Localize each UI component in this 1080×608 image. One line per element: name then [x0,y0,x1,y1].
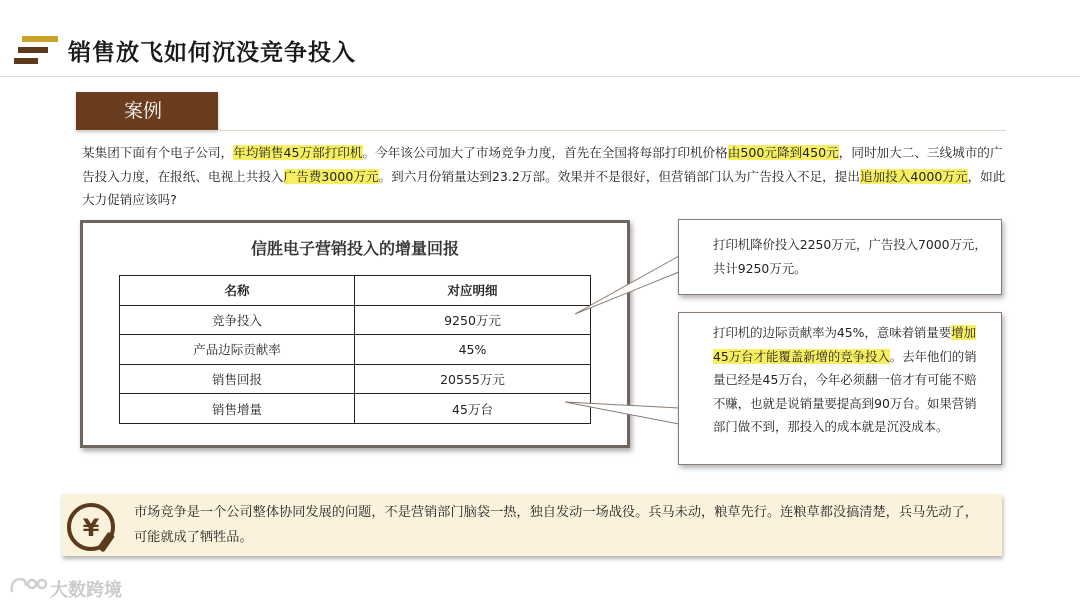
table-card [80,220,630,448]
table-cell: 竞争投入 [120,305,355,335]
table-cell: 销售回报 [120,364,355,394]
table-title: 信胜电子营销投入的增量回报 [250,239,459,258]
table-header-name: 名称 [120,276,355,306]
intro-text: 某集团下面有个电子公司， [82,145,234,160]
callout-margin-analysis [678,312,1002,465]
case-divider [76,130,1006,131]
intro-text: 。今年该公司加大了市场竞争力度，首先在全国将每部打印机价格 [362,145,728,160]
intro-highlight: 年均销售45万部打印机 [233,145,363,160]
title-logo-icon [14,36,58,66]
intro-highlight: 广告费3000万元 [283,168,379,184]
callout-cost-summary: 打印机降价投入2250万元，广告投入7000万元，共计9250万元。 [678,219,1002,295]
table-cell: 销售增量 [120,394,355,424]
table-row [120,335,591,365]
watermark-logo-icon [8,574,48,598]
intro-text: 。到六月份销量达到23.2万部。效果并不是很好，但营销部门认为广告投入不足，提出 [378,168,860,184]
watermark-text: 大数跨境 [50,580,122,601]
table-row [120,305,591,335]
table-row [120,364,591,394]
page-title: 销售放飞如何沉没竞争投入 [68,40,356,66]
callout-text: 打印机的边际贡献率为45%，意味着销量要 [713,325,952,340]
intro-text: ，如此大力促销应该吗? [82,168,1006,207]
intro-highlight: 追加投入4000万元 [859,168,968,184]
intro-paragraph [82,141,1012,212]
svg-text:¥: ¥ [82,514,100,542]
summary-box [62,494,1002,556]
table-cell: 45万台 [355,394,591,424]
title-divider [0,76,1080,77]
intro-text: ，同时加大二、三线城市的广告投入力度，在报纸、电视上共投入 [82,145,1003,184]
table-cell: 产品边际贡献率 [120,335,355,365]
table-cell: 20555万元 [355,364,591,394]
table-cell: 45% [355,335,591,365]
yuan-coin-icon [64,498,122,556]
table-header-detail: 对应明细 [355,276,591,306]
table-cell: 9250万元 [355,305,591,335]
callout-text: 。去年他们的销量已经是45万台，今年必须翻一倍才有可能不赔不赚，也就是说销量要提高到90万台。如果营销部门做不到，那投入的成本就是沉没成本。 [713,348,977,434]
callout-highlight: 增加45万台才能覆盖新增的竞争投入 [713,325,976,364]
case-tab: 案例 [76,92,218,130]
data-table [119,275,591,424]
table-row [120,394,591,424]
table-header-row [120,276,591,306]
intro-highlight: 由500元降到450元 [727,145,839,160]
summary-text: 市场竞争是一个公司整体协同发展的问题，不是营销部门脑袋一热，独自发动一场战役。兵马未动，粮草先行。连粮草都没搞清楚，兵马先动了，可能就成了牺牲品。 [134,505,978,545]
